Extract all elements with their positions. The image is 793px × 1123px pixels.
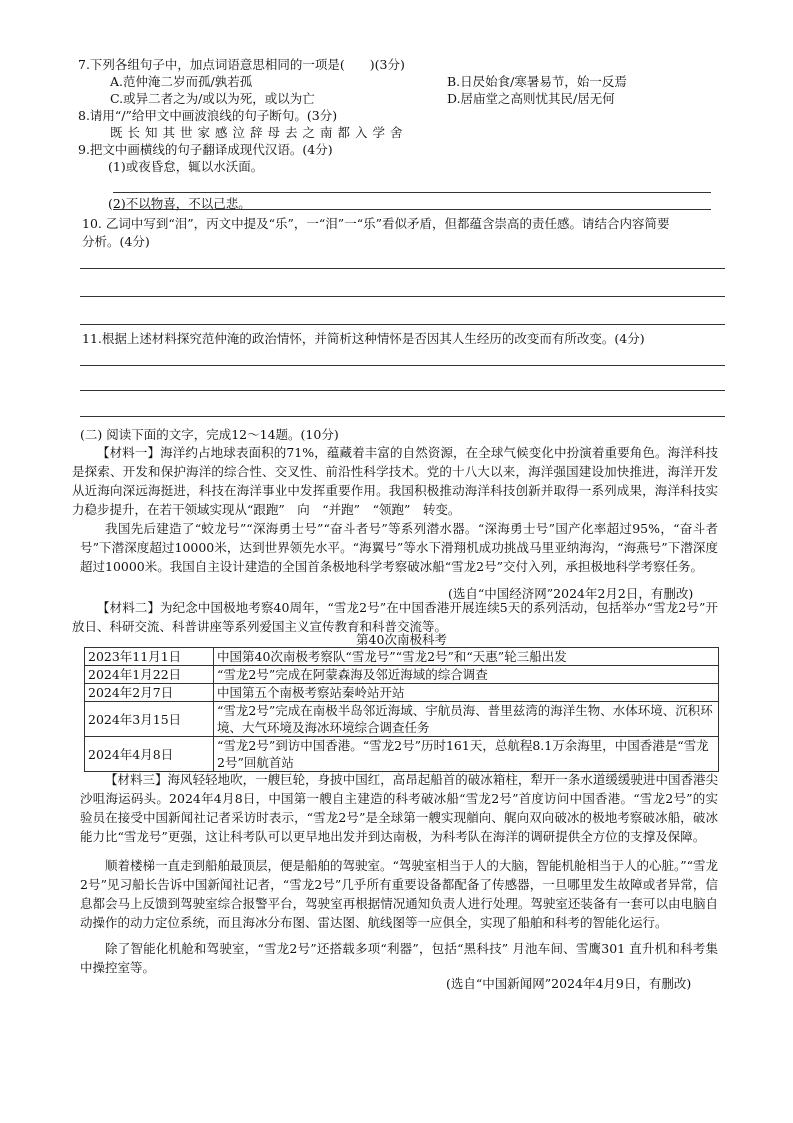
q8-stem: 8.请用“/”给甲文中画波浪线的句子断句。(3分) [78, 108, 338, 123]
table-cell-date: 2023年11月1日 [85, 648, 214, 666]
q7-option-a: A.范仲淹二岁而孤/孰若孤 [110, 74, 253, 89]
q10-stem-line1: 10. 乙词中写到“泪”，丙文中提及“乐”，一“泪”一“乐”看似矛盾，但都蕴含崇高的责任感。请结合内容简要 [82, 216, 670, 231]
q8-sentence: 既长知其世家感泣辞母去之南都入学舍 [110, 125, 408, 140]
table-row [85, 737, 719, 772]
material-2-paragraph: 【材料二】为纪念中国极地考察40周年，“雪龙2号”在中国香港开展连续5天的系列活动，包括举办“雪龙2号”开放日、科研交流、科普讲座等系列爱国主义宣传教育和科普交流等。 [72, 600, 718, 634]
answer-line [80, 365, 725, 366]
table-cell-date: 2024年3月15日 [85, 702, 214, 737]
q9-stem: 9.把文中画横线的句子翻译成现代汉语。(4分) [78, 142, 333, 157]
table-row [85, 684, 719, 702]
q10-stem-line2: 分析。(4分) [82, 234, 150, 249]
table-cell-date: 2024年1月22日 [85, 666, 214, 684]
table-cell-event: 中国第五个南极考察站秦岭站开站 [214, 684, 719, 702]
timeline-table [84, 647, 719, 772]
table-cell-event: 中国第40次南极考察队“雪龙号”“雪龙2号”和“天惠”轮三船出发 [214, 648, 719, 666]
table-cell-event: “雪龙2号”到访中国香港。“雪龙2号”历时161天，总航程8.1万余海里，中国香港是“雪龙2号”回航首站 [214, 737, 719, 772]
answer-line [80, 390, 725, 391]
table-row [85, 702, 719, 737]
section-heading: (二) 阅读下面的文字，完成12～14题。(10分) [80, 427, 339, 442]
answer-line [80, 416, 725, 417]
material-1-paragraph-2: 我国先后建造了“蛟龙号”“深海勇士号”“奋斗者号”等系列潜水器。“深海勇士号”国产化率超过95%，“奋斗者号”下潜深度超过10000米，达到世界领先水平。“海翼号”等水下滑翔机成功挑战马里亚纳海沟，“海燕号”下潜深度超过10000米。我国自主设计建造的全国首条极地科学考察破冰船“雪龙2号”交付入列，承担极地科学考察任务。 [80, 521, 718, 574]
q7-option-b: B.日昃始食/寒暑易节，始一反焉 [447, 74, 627, 89]
q9-sentence-2: (2)不以物喜，不以己悲。 [108, 196, 251, 211]
q7-stem: 7.下列各组句子中，加点词语意思相同的一项是( )(3分) [78, 57, 405, 72]
q9-sentence-1: (1)或夜昏怠，辄以水沃面。 [108, 159, 264, 174]
answer-line [113, 192, 711, 193]
q7-option-d: D.居庙堂之高则忧其民/居无何 [447, 91, 615, 106]
table-cell-event: “雪龙2号”完成在阿蒙森海及邻近海域的综合调查 [214, 666, 719, 684]
q7-option-c: C.或异二者之为/或以为死，或以为亡 [110, 91, 315, 106]
material-1-source: (选自“中国经济网”2024年2月2日，有删改) [448, 586, 694, 601]
timeline-table-title: 第40次南极科考 [356, 632, 447, 647]
table-row [85, 666, 719, 684]
material-3-paragraph-3: 除了智能化机舱和驾驶室，“雪龙2号”还搭载多项“利器”，包括“黑科技” 月池车间、雪鹰301 直升机和科考集中操控室等。 [80, 941, 718, 975]
table-cell-date: 2024年2月7日 [85, 684, 214, 702]
table-row [85, 648, 719, 666]
answer-line [80, 324, 725, 325]
answer-line [80, 268, 725, 269]
answer-line [113, 209, 711, 210]
q11-stem: 11.根据上述材料探究范仲淹的政治情怀，并简析这种情怀是否因其人生经历的改变而有所改变。(4分) [82, 331, 645, 346]
table-cell-event: “雪龙2号”完成在南极半岛邻近海域、宇航员海、普里兹湾的海洋生物、水体环境、沉积环境、大气环境及海冰环境综合调查任务 [214, 702, 719, 737]
material-3-paragraph-2: 顺着楼梯一直走到船舶最顶层，便是船舶的驾驶室。“驾驶室相当于人的大脑，智能机舱相当于人的心脏。”“雪龙2号”见习船长告诉中国新闻社记者，“雪龙2号”几乎所有重要设备都配备了传感器，一旦哪里发生故障或者异常，信息都会马上反馈到驾驶室综合报警平台，驾驶室再根据情况通知负责人进行处理。驾驶室还装备有一套可以由电脑自动操作的动力定位系统，而且海冰分布图、雷达图、航线图等一应俱全，实现了船舶和科考的智能化运行。 [80, 858, 718, 930]
table-cell-date: 2024年4月8日 [85, 737, 214, 772]
answer-line [80, 296, 725, 297]
material-3-paragraph-1: 【材料三】海风轻轻地吹，一艘巨轮，身披中国红，高昂起船首的破冰箱柱，犁开一条水道缓缓驶进中国香港尖沙咀海运码头。2024年4月8日，中国第一艘自主建造的科考破冰船“雪龙2号”首度访问中国香港。“雪龙2号”的实验员在接受中国新闻社记者采访时表示，“雪龙2号”是全球第一艘实现艏向、艉向双向破冰的极地考察破冰船，破冰能力比“雪龙号”更强，这让科考队可以更早地出发并到达南极，为科考队在海洋的调研提供全方位的支撑及保障。 [80, 772, 718, 844]
material-3-source: (选自“中国新闻网”2024年4月9日，有删改) [446, 976, 692, 991]
material-1-paragraph-1: 【材料一】海洋约占地球表面积的71%，蕴藏着丰富的自然资源，在全球气候变化中扮演着重要角色。海洋科技是探索、开发和保护海洋的综合性、交叉性、前沿性科学技术。党的十八大以来，海洋强国建设加快推进，海洋开发从近海向深远海挺进，科技在海洋事业中发挥重要作用。我国积极推动海洋科技创新并取得一系列成果，海洋科技实力稳步提升，在若干领域实现从“跟跑” 向 “并跑” “领跑” 转变。 [72, 445, 718, 517]
